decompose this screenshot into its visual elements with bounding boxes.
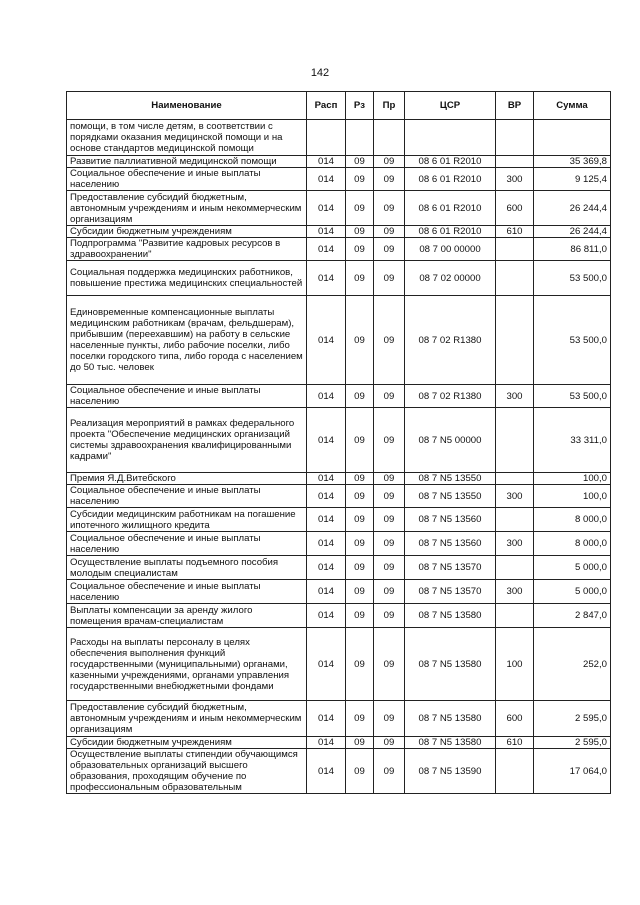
table-row [67, 261, 611, 296]
table-row [67, 296, 611, 385]
cell-rz: 09 [346, 701, 374, 737]
cell-pr [374, 120, 405, 156]
cell-name: Выплаты компенсации за аренду жилого помещения врачам-специалистам [67, 604, 307, 628]
cell-rasp: 014 [307, 485, 346, 508]
cell-pr: 09 [374, 473, 405, 485]
cell-vr: 300 [496, 168, 534, 191]
cell-csr: 08 6 01 R2010 [405, 191, 496, 226]
cell-pr: 09 [374, 156, 405, 168]
cell-csr [405, 120, 496, 156]
cell-rz: 09 [346, 238, 374, 261]
table-row [67, 604, 611, 628]
cell-pr: 09 [374, 749, 405, 794]
header-sum: Сумма [534, 92, 611, 120]
cell-csr: 08 7 N5 13590 [405, 749, 496, 794]
header-rz: Рз [346, 92, 374, 120]
cell-sum: 100,0 [534, 473, 611, 485]
cell-rz: 09 [346, 485, 374, 508]
cell-pr: 09 [374, 580, 405, 604]
cell-sum: 86 811,0 [534, 238, 611, 261]
cell-vr [496, 473, 534, 485]
header-pr: Пр [374, 92, 405, 120]
cell-rasp: 014 [307, 604, 346, 628]
cell-name: Единовременные компенсационные выплаты медицинским работникам (врачам, фельдшерам), прибывшим (переехавшим) на работу в сельские населенные пункты, либо рабочие поселки, либо поселки городского типа, либо города с населением до 50 тыс. человек [67, 296, 307, 385]
cell-pr: 09 [374, 238, 405, 261]
table-row [67, 120, 611, 156]
cell-sum: 35 369,8 [534, 156, 611, 168]
cell-rz: 09 [346, 168, 374, 191]
cell-rasp: 014 [307, 556, 346, 580]
budget-table [66, 91, 611, 794]
header-rasp: Расп [307, 92, 346, 120]
cell-rz: 09 [346, 628, 374, 701]
cell-name: Предоставление субсидий бюджетным, автономным учреждениям и иным некоммерческим организациям [67, 191, 307, 226]
cell-pr: 09 [374, 604, 405, 628]
cell-vr: 300 [496, 485, 534, 508]
cell-rasp: 014 [307, 191, 346, 226]
cell-vr [496, 604, 534, 628]
cell-vr: 600 [496, 701, 534, 737]
cell-csr: 08 7 N5 13560 [405, 532, 496, 556]
header-vr: ВР [496, 92, 534, 120]
table-row [67, 191, 611, 226]
table-row [67, 408, 611, 473]
cell-csr: 08 7 N5 13550 [405, 485, 496, 508]
cell-rz: 09 [346, 226, 374, 238]
cell-csr: 08 6 01 R2010 [405, 156, 496, 168]
cell-sum: 17 064,0 [534, 749, 611, 794]
cell-vr: 100 [496, 628, 534, 701]
cell-rasp: 014 [307, 508, 346, 532]
cell-pr: 09 [374, 191, 405, 226]
cell-pr: 09 [374, 556, 405, 580]
cell-sum: 53 500,0 [534, 261, 611, 296]
cell-rz [346, 120, 374, 156]
cell-csr: 08 7 N5 13570 [405, 556, 496, 580]
cell-csr: 08 7 N5 13580 [405, 737, 496, 749]
cell-vr [496, 408, 534, 473]
page-number: 142 [310, 67, 330, 79]
cell-name: Субсидии медицинским работникам на погашение ипотечного жилищного кредита [67, 508, 307, 532]
cell-sum: 5 000,0 [534, 556, 611, 580]
cell-csr: 08 7 N5 13580 [405, 604, 496, 628]
cell-rz: 09 [346, 261, 374, 296]
cell-rasp: 014 [307, 261, 346, 296]
cell-vr [496, 156, 534, 168]
cell-vr [496, 261, 534, 296]
cell-pr: 09 [374, 385, 405, 408]
cell-csr: 08 7 N5 00000 [405, 408, 496, 473]
cell-rz: 09 [346, 737, 374, 749]
cell-vr: 300 [496, 532, 534, 556]
cell-name: Социальное обеспечение и иные выплаты населению [67, 168, 307, 191]
cell-name: Осуществление выплаты стипендии обучающимся образовательных организаций высшего образования, проходящим обучение по профессиональным образовательным [67, 749, 307, 794]
cell-vr: 600 [496, 191, 534, 226]
table-row [67, 156, 611, 168]
cell-vr [496, 508, 534, 532]
cell-csr: 08 6 01 R2010 [405, 168, 496, 191]
cell-csr: 08 7 N5 13570 [405, 580, 496, 604]
cell-name: Субсидии бюджетным учреждениям [67, 226, 307, 238]
cell-sum: 252,0 [534, 628, 611, 701]
cell-sum: 53 500,0 [534, 385, 611, 408]
cell-rasp: 014 [307, 168, 346, 191]
cell-name: Социальное обеспечение и иные выплаты населению [67, 385, 307, 408]
cell-pr: 09 [374, 408, 405, 473]
cell-name: Подпрограмма "Развитие кадровых ресурсов в здравоохранении" [67, 238, 307, 261]
cell-rz: 09 [346, 508, 374, 532]
cell-sum: 2 595,0 [534, 737, 611, 749]
table-row [67, 701, 611, 737]
cell-rasp: 014 [307, 408, 346, 473]
cell-name: Реализация мероприятий в рамках федерального проекта "Обеспечение медицинских организаций системы здравоохранения квалифицированными кадрами" [67, 408, 307, 473]
cell-name: Премия Я.Д.Витебского [67, 473, 307, 485]
cell-name: Социальная поддержка медицинских работников, повышение престижа медицинских специальностей [67, 261, 307, 296]
table-row [67, 508, 611, 532]
cell-vr [496, 120, 534, 156]
cell-name: Расходы на выплаты персоналу в целях обеспечения выполнения функций государственными (муниципальными) органами, казенными учреждениями, органами управления государственными внебюджетными фондами [67, 628, 307, 701]
table-row [67, 737, 611, 749]
cell-vr [496, 296, 534, 385]
cell-rz: 09 [346, 296, 374, 385]
cell-pr: 09 [374, 261, 405, 296]
cell-rasp: 014 [307, 473, 346, 485]
cell-name: Социальное обеспечение и иные выплаты населению [67, 580, 307, 604]
cell-csr: 08 7 00 00000 [405, 238, 496, 261]
cell-rz: 09 [346, 473, 374, 485]
cell-pr: 09 [374, 701, 405, 737]
cell-rz: 09 [346, 749, 374, 794]
cell-sum: 9 125,4 [534, 168, 611, 191]
cell-sum: 26 244,4 [534, 226, 611, 238]
header-name: Наименование [67, 92, 307, 120]
cell-name: Социальное обеспечение и иные выплаты населению [67, 485, 307, 508]
table-row [67, 226, 611, 238]
cell-csr: 08 7 N5 13550 [405, 473, 496, 485]
table-row [67, 238, 611, 261]
table-row [67, 473, 611, 485]
cell-rz: 09 [346, 556, 374, 580]
cell-pr: 09 [374, 296, 405, 385]
cell-vr [496, 556, 534, 580]
table-row [67, 580, 611, 604]
cell-csr: 08 7 N5 13580 [405, 701, 496, 737]
cell-rz: 09 [346, 532, 374, 556]
cell-pr: 09 [374, 168, 405, 191]
cell-csr: 08 6 01 R2010 [405, 226, 496, 238]
cell-rz: 09 [346, 604, 374, 628]
cell-sum: 53 500,0 [534, 296, 611, 385]
cell-vr: 610 [496, 737, 534, 749]
cell-rz: 09 [346, 408, 374, 473]
cell-csr: 08 7 02 R1380 [405, 296, 496, 385]
cell-csr: 08 7 02 R1380 [405, 385, 496, 408]
cell-csr: 08 7 N5 13560 [405, 508, 496, 532]
cell-rasp: 014 [307, 226, 346, 238]
cell-name: помощи, в том числе детям, в соответствии с порядками оказания медицинской помощи и на основе стандартов медицинской помощи [67, 120, 307, 156]
cell-rasp: 014 [307, 580, 346, 604]
cell-name: Предоставление субсидий бюджетным, автономным учреждениям и иным некоммерческим организациям [67, 701, 307, 737]
cell-rasp: 014 [307, 701, 346, 737]
cell-pr: 09 [374, 226, 405, 238]
table-row [67, 532, 611, 556]
table-row [67, 556, 611, 580]
cell-sum: 8 000,0 [534, 532, 611, 556]
cell-sum: 2 595,0 [534, 701, 611, 737]
cell-rz: 09 [346, 580, 374, 604]
cell-name: Развитие паллиативной медицинской помощи [67, 156, 307, 168]
cell-pr: 09 [374, 532, 405, 556]
cell-rasp: 014 [307, 532, 346, 556]
cell-csr: 08 7 N5 13580 [405, 628, 496, 701]
table-row [67, 168, 611, 191]
cell-vr [496, 749, 534, 794]
cell-vr: 300 [496, 580, 534, 604]
cell-pr: 09 [374, 628, 405, 701]
cell-pr: 09 [374, 508, 405, 532]
cell-sum: 8 000,0 [534, 508, 611, 532]
cell-vr [496, 238, 534, 261]
table-row [67, 385, 611, 408]
cell-rasp: 014 [307, 628, 346, 701]
cell-rasp: 014 [307, 385, 346, 408]
cell-rasp: 014 [307, 749, 346, 794]
cell-sum: 33 311,0 [534, 408, 611, 473]
cell-name: Социальное обеспечение и иные выплаты населению [67, 532, 307, 556]
cell-vr: 610 [496, 226, 534, 238]
cell-sum: 26 244,4 [534, 191, 611, 226]
cell-pr: 09 [374, 737, 405, 749]
cell-csr: 08 7 02 00000 [405, 261, 496, 296]
cell-rasp [307, 120, 346, 156]
cell-rasp: 014 [307, 737, 346, 749]
cell-rz: 09 [346, 385, 374, 408]
table-row [67, 628, 611, 701]
cell-rasp: 014 [307, 296, 346, 385]
cell-sum [534, 120, 611, 156]
cell-rasp: 014 [307, 156, 346, 168]
table-header-row [67, 92, 611, 120]
cell-sum: 2 847,0 [534, 604, 611, 628]
cell-rz: 09 [346, 191, 374, 226]
cell-sum: 5 000,0 [534, 580, 611, 604]
cell-name: Осуществление выплаты подъемного пособия молодым специалистам [67, 556, 307, 580]
cell-pr: 09 [374, 485, 405, 508]
table-row [67, 485, 611, 508]
header-csr: ЦСР [405, 92, 496, 120]
cell-rz: 09 [346, 156, 374, 168]
cell-rasp: 014 [307, 238, 346, 261]
table-row [67, 749, 611, 794]
cell-name: Субсидии бюджетным учреждениям [67, 737, 307, 749]
cell-sum: 100,0 [534, 485, 611, 508]
cell-vr: 300 [496, 385, 534, 408]
